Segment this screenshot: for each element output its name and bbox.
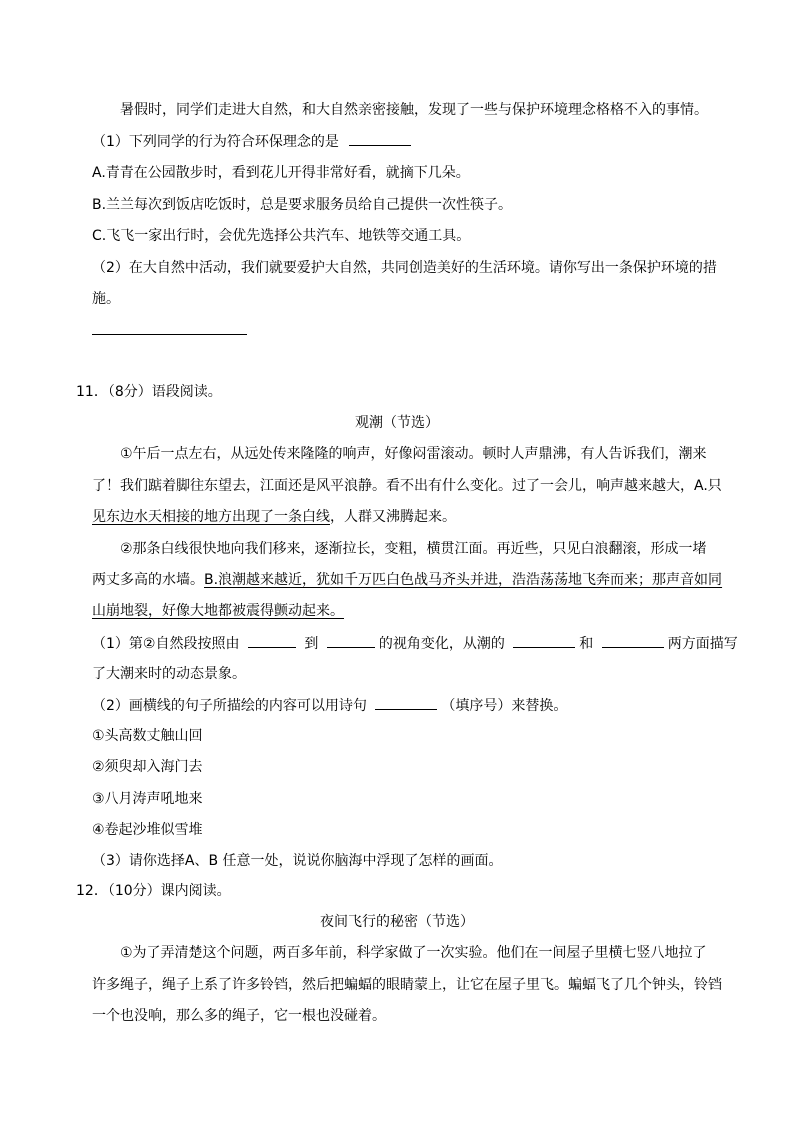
q12-p1-line2: 许多绳子，绳子上系了许多铃铛，然后把蝙蝠的眼睛蒙上，让它在屋子里飞。蝙蝠飞了几个钟头，铃铛 [92, 977, 722, 993]
q10-option-a: A.青青在公园散步时，看到花儿开得非常好看，就摘下几朵。 [92, 165, 470, 181]
q11-underlined-sentence-a: 见东边水天相接的地方出现了一条白线 [92, 509, 330, 525]
q11-p2-line1: ②那条白线很快地向我们移来，逐渐拉长，变粗，横贯江面。再近些，只见白浪翻滚，形成一堵 [120, 541, 707, 557]
q11-sub3: （3）请你选择A、B 任意一处，说说你脑海中浮现了怎样的画面。 [92, 853, 503, 869]
q11-p2-line2 [92, 570, 722, 590]
q11-sub1-blank-3[interactable] [513, 633, 575, 648]
q11-p1-line3-rest: ，人群又沸腾起来。 [330, 509, 456, 525]
q12-p1-line3: 一个也没响，那么多的绳子，它一根也没碰着。 [92, 1008, 386, 1024]
q11-sub1-text-a: （1）第②自然段按照由 [92, 636, 240, 652]
q11-sub1-text-d: 和 [579, 636, 594, 652]
q10-sub1-blank[interactable] [349, 131, 411, 146]
q11-p2-line2-pre: 两丈多高的水墙。 [92, 572, 204, 588]
q11-option-3: ③八月涛声吼地来 [92, 791, 203, 807]
q10-answer-line[interactable] [92, 334, 247, 335]
q11-sub2-text-a: （2）画横线的句子所描绘的内容可以用诗句 [92, 698, 367, 714]
q11-sub1-text-b: 到 [304, 636, 319, 652]
q10-option-c: C.飞飞一家出行时，会优先选择公共汽车、地铁等交通工具。 [92, 228, 471, 244]
q10-sub1-text: （1）下列同学的行为符合环保理念的是 [92, 134, 339, 150]
q10-sub2-line1: （2）在大自然中活动，我们就要爱护大自然，共同创造美好的生活环境。请你写出一条保护环境的措 [92, 260, 717, 276]
q11-p1-line2: 了！我们踮着脚往东望去，江面还是风平浪静。看不出有什么变化。过了一会儿，响声越来越大，A.只 [92, 478, 722, 494]
q11-option-2: ②须臾却入海门去 [92, 759, 203, 775]
q11-sub1-blank-2[interactable] [327, 633, 375, 648]
q12-passage-title: 夜间飞行的秘密（节选） [320, 914, 474, 930]
q11-passage-title: 观潮（节选） [355, 415, 439, 431]
q11-p1-line3 [92, 507, 456, 527]
q12-header: 12．（10分）课内阅读。 [76, 883, 231, 899]
q12-p1-line1: ①为了弄清楚这个问题，两百多年前，科学家做了一次实验。他们在一间屋子里横七竖八地拉了 [120, 945, 707, 961]
q11-sub2-blank[interactable] [375, 695, 437, 710]
q10-sub2-line2: 施。 [92, 291, 120, 307]
q11-sub2 [92, 695, 567, 716]
intro-paragraph: 暑假时，同学们走进大自然，和大自然亲密接触，发现了一些与保护环境理念格格不入的事情。 [120, 102, 708, 118]
q11-sub1-blank-1[interactable] [248, 633, 296, 648]
q11-option-1: ①头高数丈触山回 [92, 728, 203, 744]
q11-header: 11．（8分）语段阅读。 [76, 384, 222, 400]
q11-sub2-text-b: （填序号）来替换。 [441, 698, 568, 714]
q11-sub1-text-e: 两方面描写 [667, 636, 738, 652]
q11-sub1-text-c: 的视角变化，从潮的 [378, 636, 505, 652]
q10-sub1 [92, 131, 411, 152]
q11-underlined-sentence-b-end: 山崩地裂，好像大地都被震得颤动起来。 [92, 603, 344, 619]
q11-sub1-line2: 了大潮来时的动态景象。 [92, 666, 246, 682]
q11-sub1 [92, 633, 738, 654]
q11-sub1-blank-4[interactable] [602, 633, 664, 648]
q11-p1-line1: ①午后一点左右，从远处传来隆隆的响声，好像闷雷滚动。顿时人声鼎沸，有人告诉我们，潮来 [120, 446, 707, 462]
q11-underlined-sentence-b: B.浪潮越来越近，犹如千万匹白色战马齐头并进，浩浩荡荡地飞奔而来；那声音如同 [204, 572, 723, 588]
q11-p2-line3 [92, 601, 344, 621]
q11-option-4: ④卷起沙堆似雪堆 [92, 822, 203, 838]
q10-option-b: B.兰兰每次到饭店吃饭时，总是要求服务员给自己提供一次性筷子。 [92, 197, 513, 213]
